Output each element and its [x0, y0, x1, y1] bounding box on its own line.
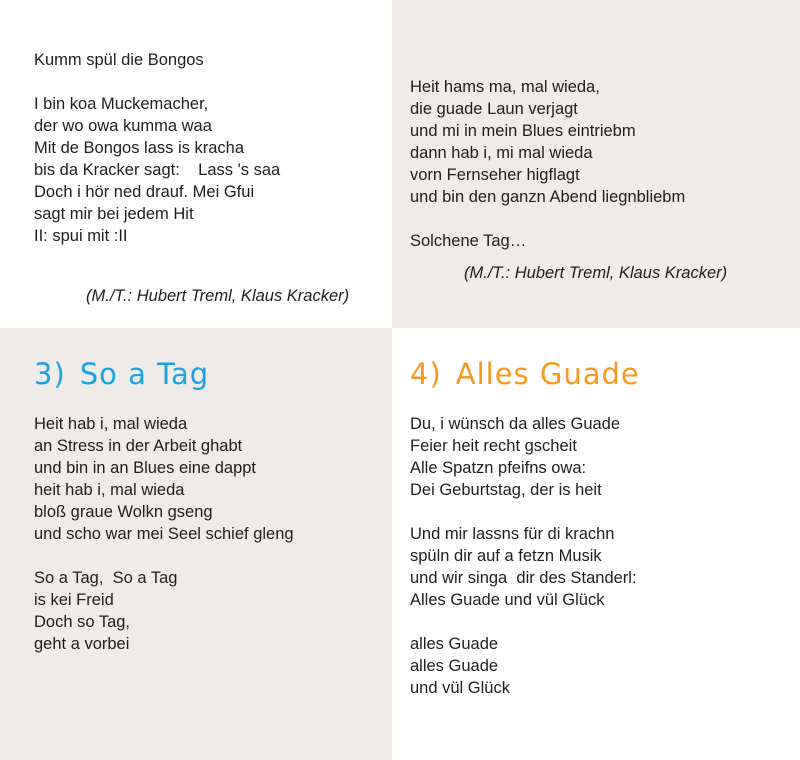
song4-heading: [410, 356, 640, 392]
lyric-line: Doch so Tag,: [34, 613, 131, 631]
lyric-line: Heit hab i, mal wieda: [34, 415, 188, 433]
lyric-line: Mit de Bongos lass is kracha: [34, 139, 245, 157]
lyric-line: dann hab i, mi mal wieda: [410, 144, 593, 162]
lyric-line: spüln dir auf a fetzn Musik: [410, 547, 602, 565]
stanza-gap: [410, 501, 637, 523]
lyric-line: bloß graue Wolkn gseng: [34, 503, 213, 521]
lyric-line: Doch i hör ned drauf. Mei Gfui: [34, 183, 255, 201]
lyric-line: Alle Spatzn pfeifns owa:: [410, 459, 587, 477]
lyric-line: II: spui mit :II: [34, 227, 128, 245]
stanza-gap: [34, 545, 294, 567]
lyric-line: Alles Guade und vül Glück: [410, 591, 605, 609]
panel-song4: [392, 328, 800, 760]
stanza-gap: [410, 208, 685, 230]
continuation-credit: (M./T.: Hubert Treml, Klaus Kracker): [464, 264, 728, 282]
lyric-line: alles Guade: [410, 657, 499, 675]
lyric-line: und mi in mein Blues eintriebm: [410, 122, 636, 140]
lyric-line: alles Guade: [410, 635, 499, 653]
lyric-line: der wo owa kumma waa: [34, 117, 212, 135]
stanza-gap: [410, 611, 637, 633]
lyric-line: vorn Fernseher higflagt: [410, 166, 580, 184]
lyric-line: Und mir lassns für di krachn: [410, 525, 615, 543]
lyric-line: und scho war mei Seel schief gleng: [34, 525, 294, 543]
panel-song2-end: [0, 0, 392, 328]
panel-song-continuation: [392, 0, 800, 328]
lyric-line: an Stress in der Arbeit ghabt: [34, 437, 243, 455]
lyric-line: is kei Freid: [34, 591, 114, 609]
song4-lyrics: [410, 413, 637, 699]
song3-number: 3): [34, 357, 66, 391]
lyric-line: geht a vorbei: [34, 635, 130, 653]
lyric-line: Heit hams ma, mal wieda,: [410, 78, 600, 96]
lyric-line: Kumm spül die Bongos: [34, 51, 204, 69]
lyric-line: So a Tag, So a Tag: [34, 569, 178, 587]
lyric-line: heit hab i, mal wieda: [34, 481, 185, 499]
continuation-lyrics: [410, 76, 685, 252]
lyric-line: Du, i wünsch da alles Guade: [410, 415, 621, 433]
lyric-line: I bin koa Muckemacher,: [34, 95, 209, 113]
panel-song3: [0, 328, 392, 760]
song2-lyrics: [34, 49, 280, 247]
stanza-gap: [34, 71, 280, 93]
lyric-line: bis da Kracker sagt: Lass 's saa: [34, 161, 281, 179]
lyric-line: sagt mir bei jedem Hit: [34, 205, 194, 223]
lyric-line: Feier heit recht gscheit: [410, 437, 577, 455]
song2-credit: (M./T.: Hubert Treml, Klaus Kracker): [86, 287, 350, 305]
lyric-line: und bin in an Blues eine dappt: [34, 459, 257, 477]
lyric-line: und bin den ganzn Abend liegnbliebm: [410, 188, 686, 206]
song3-title: So a Tag: [79, 357, 210, 391]
lyric-line: und vül Glück: [410, 679, 510, 697]
song4-number: 4): [410, 357, 442, 391]
lyric-line: und wir singa dir des Standerl:: [410, 569, 637, 587]
song4-title: Alles Guade: [455, 357, 640, 391]
song3-heading: [34, 356, 209, 392]
lyric-line: Dei Geburtstag, der is heit: [410, 481, 602, 499]
lyric-line: Solchene Tag…: [410, 232, 527, 250]
song3-lyrics: [34, 413, 294, 655]
lyric-line: die guade Laun verjagt: [410, 100, 578, 118]
